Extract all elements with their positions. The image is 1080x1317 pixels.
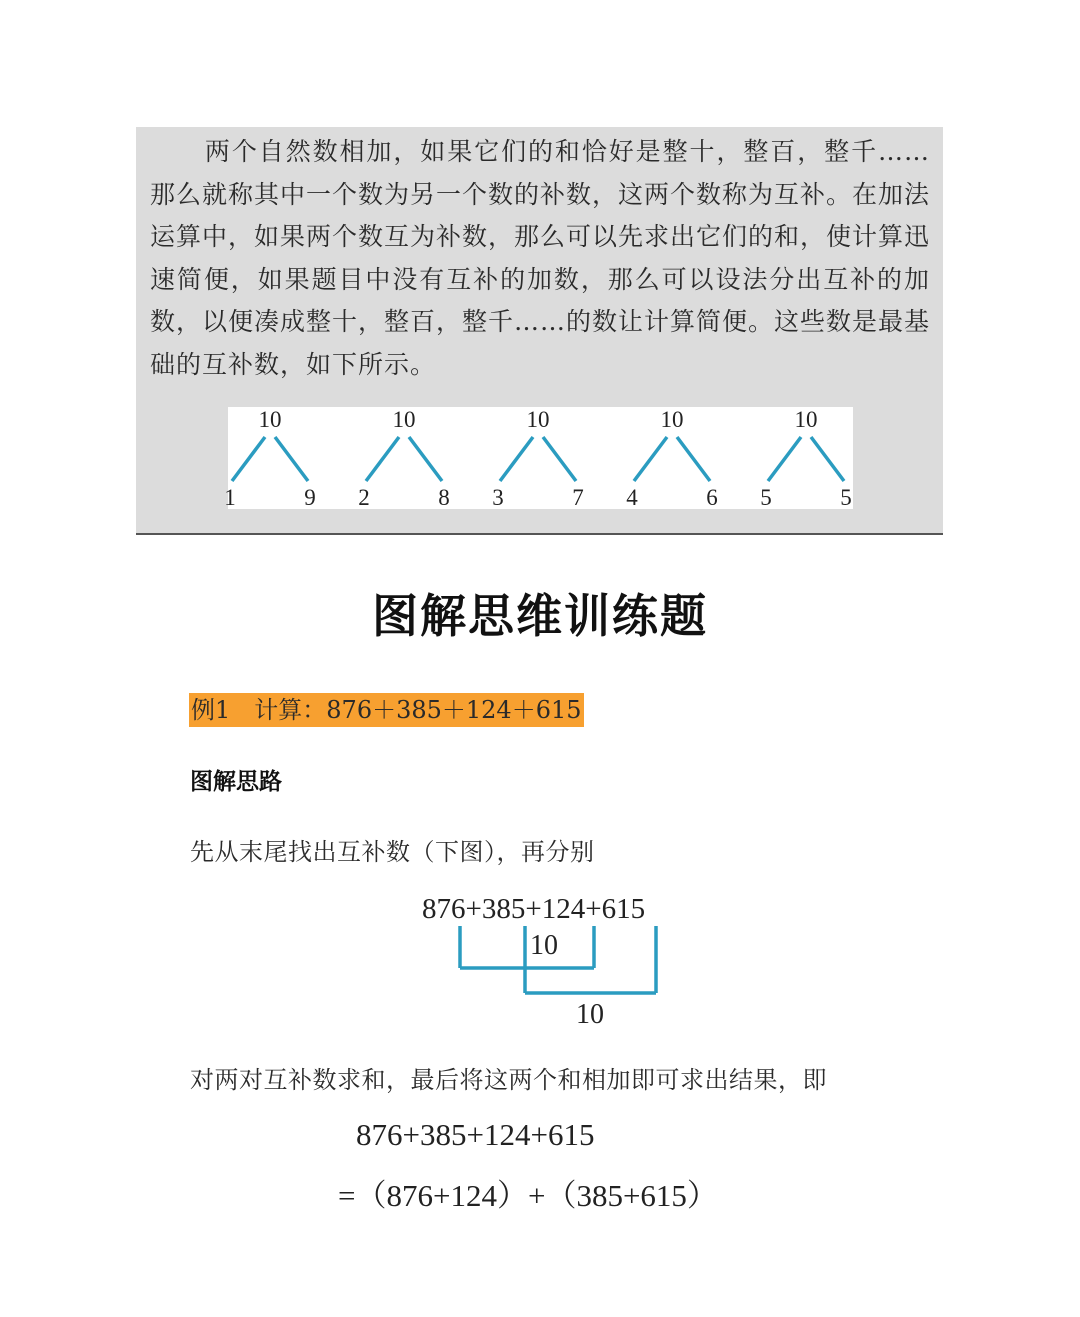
bond-right-line (543, 437, 576, 481)
section-title: 图解思维训练题 (372, 589, 708, 643)
bond-right-number: 7 (572, 485, 584, 510)
number-bond (358, 407, 450, 510)
example-banner (189, 693, 584, 727)
example-label: 例1 (191, 696, 231, 724)
bond-left-number: 1 (224, 485, 236, 510)
bond-top-number: 10 (392, 407, 416, 432)
bond-left-number: 2 (358, 485, 370, 510)
intro-text: 两个自然数相加，如果它们的和恰好是整十，整百，整千……那么就称其中一个数为另一个数的补数，这两个数称为互补。在加法运算中，如果两个数互为补数，那么可以先求出它们的和，使计算迅速简便，如果题目中没有互补的加数，那么可以设法分出互补的加数，以便凑成整十，整百，整千……的数让计算简便。这些数是最基础的互补数，如下所示。 (150, 137, 931, 379)
bond-right-line (811, 437, 844, 481)
bond-right-number: 6 (706, 485, 718, 510)
equation-line-1: 876+385+124+615 (356, 1117, 595, 1152)
bond-left-line (500, 437, 533, 481)
inner-sum-label: 10 (530, 930, 558, 961)
number-bond (492, 407, 584, 510)
number-bonds-figure (224, 407, 853, 510)
bond-left-number: 3 (492, 485, 504, 510)
bond-top-number: 10 (660, 407, 684, 432)
number-bond (626, 407, 718, 510)
bond-right-number: 9 (304, 485, 316, 510)
bond-right-number: 5 (840, 485, 852, 510)
intro-paragraph (150, 131, 930, 386)
bond-left-number: 4 (626, 485, 638, 510)
solution-heading: 图解思路 (190, 769, 282, 795)
intro-box (136, 127, 943, 535)
bond-right-line (409, 437, 442, 481)
complement-diagram (400, 888, 700, 1042)
number-bond (224, 407, 316, 510)
bond-left-number: 5 (760, 485, 772, 510)
bond-right-number: 8 (438, 485, 450, 510)
complement-diagram-figure (400, 888, 700, 1038)
bond-top-number: 10 (258, 407, 282, 432)
bond-left-line (366, 437, 399, 481)
diagram-expression: 876+385+124+615 (422, 893, 646, 925)
bond-right-line (677, 437, 710, 481)
bond-right-line (275, 437, 308, 481)
example-problem: 计算：876＋385＋124＋615 (254, 696, 582, 724)
bond-top-number: 10 (794, 407, 818, 432)
outer-sum-label: 10 (576, 999, 604, 1030)
bond-top-number: 10 (526, 407, 550, 432)
equation-line-2: =（876+124）+（385+615） (338, 1178, 718, 1213)
number-bond (760, 407, 852, 510)
bond-left-line (634, 437, 667, 481)
bond-left-line (768, 437, 801, 481)
solution-step-1: 先从末尾找出互补数（下图），再分别 (190, 838, 595, 866)
diagram-brackets (460, 926, 656, 993)
solution-step-2: 对两对互补数求和，最后将这两个和相加即可求出结果，即 (190, 1066, 827, 1094)
bond-left-line (232, 437, 265, 481)
number-bonds-panel (224, 407, 853, 510)
